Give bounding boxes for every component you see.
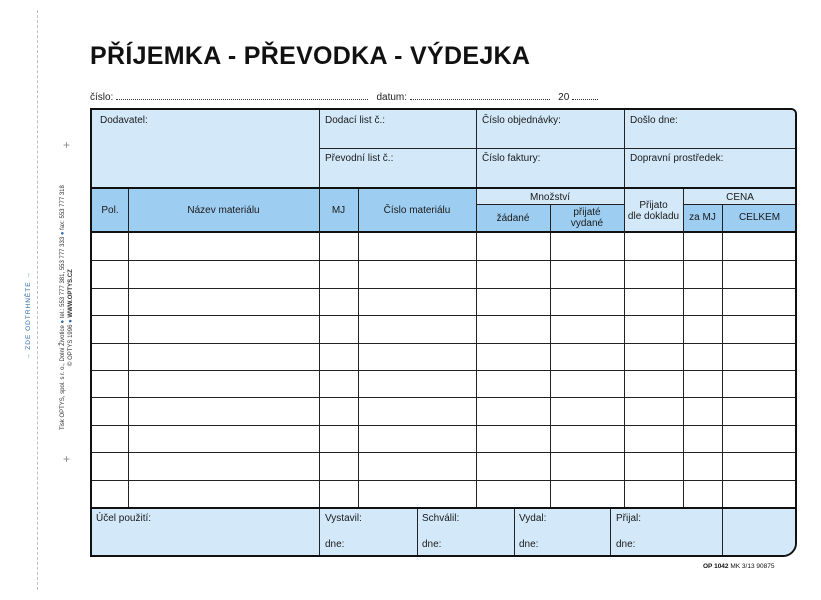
table-cell[interactable]	[683, 315, 722, 342]
dispensed-by-label: Vydal:	[519, 513, 547, 524]
transfer-note-label: Převodní list č.:	[325, 153, 394, 164]
table-cell[interactable]	[476, 288, 550, 315]
table-cell[interactable]	[722, 233, 797, 260]
divider	[92, 507, 797, 509]
transport-field[interactable]	[624, 148, 797, 187]
dispensed-by-field[interactable]	[514, 509, 610, 557]
row-divider	[92, 260, 797, 261]
col-received-line1: přijaté	[573, 207, 601, 218]
copyright-text: © OPTYS 1996	[68, 324, 74, 366]
table-cell[interactable]	[476, 397, 550, 424]
table-cell[interactable]	[128, 260, 319, 287]
table-cell[interactable]	[92, 397, 128, 424]
divider	[514, 509, 515, 557]
table-cell[interactable]	[624, 425, 683, 452]
divider	[92, 231, 797, 233]
table-cell[interactable]	[319, 288, 358, 315]
table-cell[interactable]	[319, 425, 358, 452]
table-cell[interactable]	[319, 260, 358, 287]
table-cell[interactable]	[92, 425, 128, 452]
col-quantity: Množství	[529, 192, 570, 203]
table-row	[92, 397, 797, 424]
table-cell[interactable]	[128, 343, 319, 370]
table-cell[interactable]	[550, 370, 624, 397]
col-per-unit: za MJ	[689, 212, 716, 223]
table-row	[92, 452, 797, 479]
col-requested: žádané	[496, 213, 530, 224]
table-cell[interactable]	[550, 425, 624, 452]
table-cell[interactable]	[722, 370, 797, 397]
table-cell[interactable]	[128, 397, 319, 424]
table-cell[interactable]	[92, 370, 128, 397]
divider	[319, 189, 320, 557]
divider	[476, 189, 477, 509]
col-total: CELKEM	[738, 212, 781, 223]
form-code-serial: 90875	[756, 563, 775, 570]
table-cell[interactable]	[624, 315, 683, 342]
printer-copyright	[68, 269, 74, 366]
tear-off-label	[25, 271, 32, 360]
number-date-line	[90, 90, 598, 103]
table-cell[interactable]	[722, 288, 797, 315]
form-code	[703, 563, 774, 570]
table-cell[interactable]	[358, 315, 476, 342]
approved-by-field[interactable]	[417, 509, 514, 557]
table-cell[interactable]	[722, 260, 797, 287]
table-cell[interactable]	[128, 452, 319, 479]
table-cell[interactable]	[92, 288, 128, 315]
table-cell[interactable]	[128, 425, 319, 452]
row-divider	[92, 480, 797, 481]
table-cell[interactable]	[624, 397, 683, 424]
row-divider	[92, 452, 797, 453]
divider	[128, 189, 129, 509]
table-cell[interactable]	[358, 233, 476, 260]
printer-phone: tel.: 553 777 381, 553 777 333	[60, 236, 66, 319]
number-field[interactable]	[116, 90, 368, 100]
plus-mark-top: +	[63, 138, 71, 152]
table-cell[interactable]	[683, 480, 722, 507]
dot-icon: ●	[68, 319, 74, 323]
divider	[683, 189, 684, 509]
table-cell[interactable]	[624, 260, 683, 287]
table-cell[interactable]	[683, 452, 722, 479]
col-received-line2: vydané	[570, 218, 604, 229]
dot-icon: ●	[60, 319, 66, 324]
invoice-number-field[interactable]	[476, 148, 624, 187]
table-cell[interactable]	[358, 288, 476, 315]
table-cell[interactable]	[683, 288, 722, 315]
table-cell[interactable]	[128, 370, 319, 397]
approved-by-label: Schválil:	[422, 513, 460, 524]
footer-spare-field[interactable]	[722, 509, 797, 557]
table-cell[interactable]	[128, 315, 319, 342]
printer-fax: fax: 553 777 318	[60, 185, 66, 230]
divider	[358, 189, 359, 509]
table-cell[interactable]	[358, 343, 476, 370]
approved-date-label: dne:	[422, 539, 442, 550]
arrived-date-label: Došlo dne:	[630, 115, 678, 126]
table-cell[interactable]	[722, 315, 797, 342]
order-number-field[interactable]	[476, 110, 624, 148]
table-cell[interactable]	[92, 452, 128, 479]
col-pos: Pol.	[101, 205, 119, 216]
delivery-note-label: Dodací list č.:	[325, 115, 386, 126]
col-unit: MJ	[331, 205, 346, 216]
divider	[683, 204, 797, 205]
table-cell[interactable]	[683, 370, 722, 397]
tear-off-text: ZDE ODTRHNĚTE	[25, 281, 32, 350]
col-material-name: Název materiálu	[187, 205, 260, 216]
table-row	[92, 425, 797, 452]
table-cell[interactable]	[358, 370, 476, 397]
divider	[92, 187, 797, 189]
date-label: datum:	[376, 92, 408, 103]
invoice-number-label: Číslo faktury:	[482, 153, 541, 164]
col-per-doc-line1: Přijato	[639, 200, 668, 211]
received-by-field[interactable]	[610, 509, 722, 557]
table-cell[interactable]	[358, 480, 476, 507]
purpose-label: Účel použití:	[96, 513, 152, 524]
table-cell[interactable]	[550, 480, 624, 507]
tear-off-line	[37, 10, 38, 590]
purpose-field[interactable]	[92, 509, 319, 557]
row-divider	[92, 288, 797, 289]
col-price: CENA	[726, 192, 754, 203]
supplier-label: Dodavatel:	[100, 115, 148, 126]
received-by-label: Přijal:	[616, 513, 642, 524]
table-cell[interactable]	[550, 233, 624, 260]
number-label: číslo:	[90, 92, 114, 103]
table-cell[interactable]	[358, 260, 476, 287]
row-divider	[92, 315, 797, 316]
arrived-date-field[interactable]	[624, 110, 797, 148]
year-prefix: 20	[558, 92, 570, 103]
table-cell[interactable]	[550, 397, 624, 424]
arrow-right-icon: →	[25, 271, 32, 279]
table-row	[92, 260, 797, 287]
page-title: PŘÍJEMKA - PŘEVODKA - VÝDEJKA	[90, 42, 531, 70]
table-cell[interactable]	[624, 288, 683, 315]
table-cell[interactable]	[319, 370, 358, 397]
table-row	[92, 343, 797, 370]
table-cell[interactable]	[722, 343, 797, 370]
divider	[722, 509, 723, 557]
col-material-number: Číslo materiálu	[383, 205, 451, 216]
table-cell[interactable]	[476, 233, 550, 260]
table-cell[interactable]	[319, 343, 358, 370]
table-cell[interactable]	[476, 425, 550, 452]
table-cell[interactable]	[319, 233, 358, 260]
table-cell[interactable]	[358, 452, 476, 479]
dispensed-date-label: dne:	[519, 539, 539, 550]
table-row	[92, 315, 797, 342]
printer-name: Tisk OPTYS, spol. s r. o., Dolní Životice	[60, 325, 66, 430]
table-row	[92, 233, 797, 260]
receipt-form	[90, 108, 797, 557]
table-cell[interactable]	[319, 315, 358, 342]
dot-icon: ●	[60, 231, 66, 236]
table-cell[interactable]	[624, 370, 683, 397]
table-cell[interactable]	[683, 343, 722, 370]
year-field[interactable]	[572, 90, 598, 100]
printer-info	[60, 185, 66, 430]
table-cell[interactable]	[476, 452, 550, 479]
form-code-id: OP 1042	[703, 563, 729, 570]
table-cell[interactable]	[683, 260, 722, 287]
table-cell[interactable]	[358, 397, 476, 424]
issued-by-field[interactable]	[319, 509, 417, 557]
table-cell[interactable]	[92, 233, 128, 260]
row-divider	[92, 397, 797, 398]
table-cell[interactable]	[683, 397, 722, 424]
table-row	[92, 370, 797, 397]
table-cell[interactable]	[476, 370, 550, 397]
col-per-doc-line2: dle dokladu	[627, 211, 680, 222]
table-cell[interactable]	[92, 480, 128, 507]
delivery-note-field[interactable]	[319, 110, 476, 148]
table-cell[interactable]	[550, 288, 624, 315]
table-cell[interactable]	[624, 343, 683, 370]
table-cell[interactable]	[319, 480, 358, 507]
col-received	[550, 207, 624, 229]
table-cell[interactable]	[550, 260, 624, 287]
date-field[interactable]	[410, 90, 550, 100]
table-cell[interactable]	[624, 452, 683, 479]
transport-label: Dopravní prostředek:	[630, 153, 724, 164]
divider	[610, 509, 611, 557]
table-cell[interactable]	[624, 233, 683, 260]
supplier-field[interactable]	[92, 110, 319, 187]
col-per-doc	[624, 200, 683, 222]
divider	[417, 509, 418, 557]
received-date-label: dne:	[616, 539, 636, 550]
row-divider	[92, 425, 797, 426]
table-cell[interactable]	[128, 288, 319, 315]
arrow-left-icon: →	[25, 352, 32, 360]
table-cell[interactable]	[92, 315, 128, 342]
table-cell[interactable]	[722, 452, 797, 479]
table-cell[interactable]	[550, 315, 624, 342]
issued-by-label: Vystavil:	[325, 513, 362, 524]
divider	[722, 204, 723, 509]
table-cell[interactable]	[550, 343, 624, 370]
divider	[550, 204, 551, 509]
divider	[624, 189, 625, 509]
table-cell[interactable]	[319, 397, 358, 424]
issued-date-label: dne:	[325, 539, 345, 550]
order-number-label: Číslo objednávky:	[482, 115, 561, 126]
table-cell[interactable]	[476, 343, 550, 370]
table-cell[interactable]	[550, 452, 624, 479]
plus-mark-bottom: +	[63, 452, 71, 466]
divider	[319, 148, 797, 149]
table-cell[interactable]	[722, 397, 797, 424]
row-divider	[92, 343, 797, 344]
table-row	[92, 288, 797, 315]
table-cell[interactable]	[358, 425, 476, 452]
table-cell[interactable]	[683, 233, 722, 260]
table-cell[interactable]	[476, 480, 550, 507]
table-cell[interactable]	[476, 260, 550, 287]
transfer-note-field[interactable]	[319, 148, 476, 187]
table-cell[interactable]	[476, 315, 550, 342]
website-text: WWW.OPTYS.CZ	[68, 269, 74, 318]
table-cell[interactable]	[319, 452, 358, 479]
table-cell[interactable]	[92, 343, 128, 370]
table-cell[interactable]	[128, 480, 319, 507]
table-cell[interactable]	[624, 480, 683, 507]
table-cell[interactable]	[92, 260, 128, 287]
table-cell[interactable]	[683, 425, 722, 452]
row-divider	[92, 370, 797, 371]
table-row	[92, 480, 797, 507]
table-cell[interactable]	[128, 233, 319, 260]
table-cell[interactable]	[722, 425, 797, 452]
form-code-meta: MK 3/13	[730, 563, 755, 570]
table-cell[interactable]	[722, 480, 797, 507]
